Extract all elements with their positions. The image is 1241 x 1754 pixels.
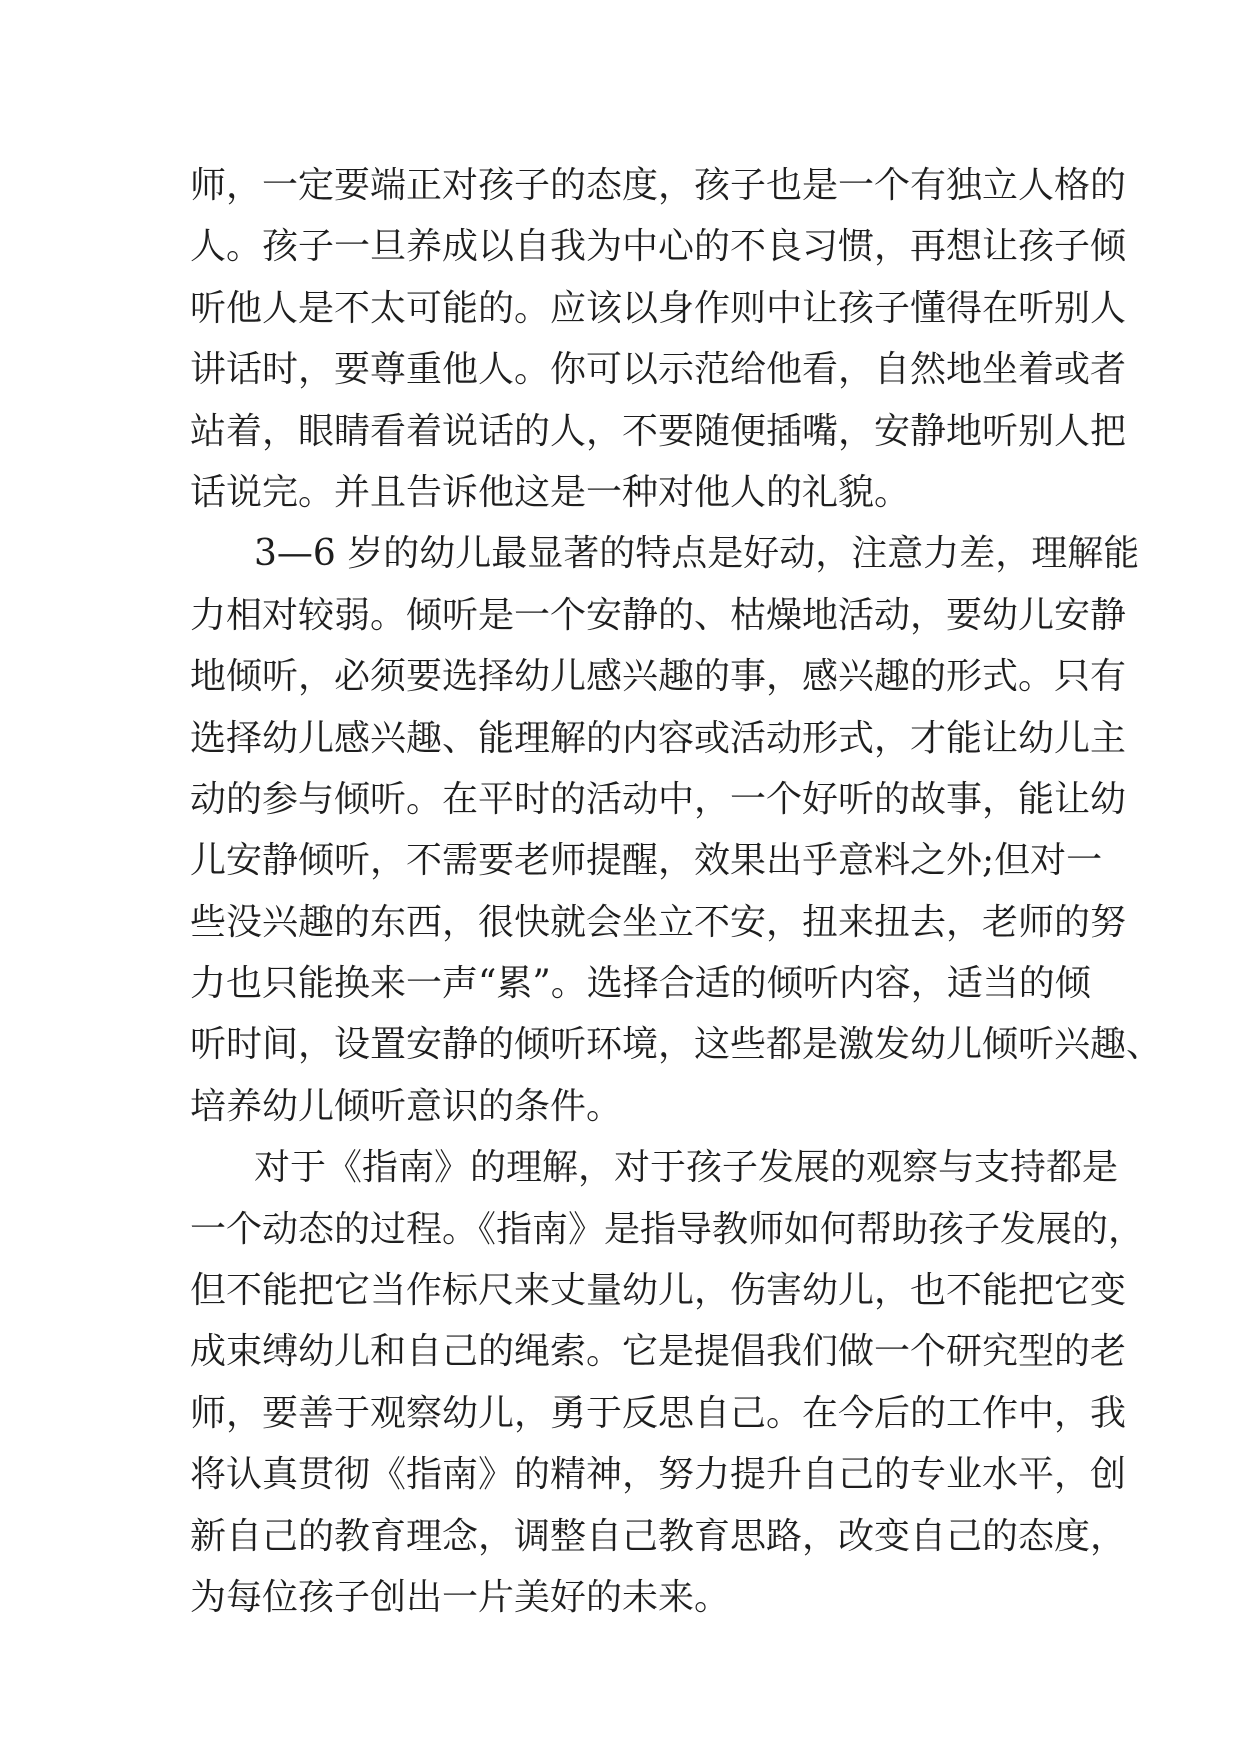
text-line: 力也只能换来一声“累”。选择合适的倾听内容，适当的倾 bbox=[190, 963, 1091, 1005]
paragraph bbox=[190, 523, 1163, 1137]
text-line: 力相对较弱。倾听是一个安静的、枯燥地活动，要幼儿安静 bbox=[190, 594, 1127, 636]
text-line: 听他人是不太可能的。应该以身作则中让孩子懂得在听别人 bbox=[190, 287, 1127, 329]
text-line: 些没兴趣的东西，很快就会坐立不安，扭来扭去，老师的努 bbox=[190, 901, 1127, 943]
text-line: 为每位孩子创出一片美好的未来。 bbox=[190, 1576, 731, 1618]
text-line: 一个动态的过程。《指南》是指导教师如何帮助孩子发展的， bbox=[190, 1208, 1145, 1250]
text-line: 但不能把它当作标尺来丈量幼儿，伤害幼儿，也不能把它变 bbox=[190, 1270, 1127, 1312]
text-line: 成束缚幼儿和自己的绳索。它是提倡我们做一个研究型的老 bbox=[190, 1331, 1127, 1373]
text-line: 讲话时，要尊重他人。你可以示范给他看，自然地坐着或者 bbox=[190, 349, 1127, 391]
text-line: 站着，眼睛看着说话的人，不要随便插嘴，安静地听别人把 bbox=[190, 410, 1127, 452]
paragraph bbox=[190, 1137, 1145, 1628]
body-text bbox=[190, 155, 1163, 1628]
text-line: 新自己的教育理念，调整自己教育思路，改变自己的态度， bbox=[190, 1515, 1127, 1557]
text-line: 师，要善于观察幼儿，勇于反思自己。在今后的工作中，我 bbox=[190, 1392, 1127, 1434]
text-line: 师，一定要端正对孩子的态度，孩子也是一个有独立人格的 bbox=[190, 165, 1127, 206]
paragraph bbox=[190, 155, 1127, 523]
text-line: 3—6 岁的幼儿最显著的特点是好动，注意力差，理解能 bbox=[254, 533, 1140, 575]
text-line: 人。孩子一旦养成以自我为中心的不良习惯，再想让孩子倾 bbox=[190, 226, 1127, 268]
text-line: 动的参与倾听。在平时的活动中，一个好听的故事，能让幼 bbox=[190, 778, 1127, 820]
text-line: 选择幼儿感兴趣、能理解的内容或活动形式，才能让幼儿主 bbox=[190, 717, 1127, 759]
text-line: 听时间，设置安静的倾听环境，这些都是激发幼儿倾听兴趣、 bbox=[190, 1024, 1163, 1066]
text-line: 话说完。并且告诉他这是一种对他人的礼貌。 bbox=[190, 471, 911, 513]
text-line: 地倾听，必须要选择幼儿感兴趣的事，感兴趣的形式。只有 bbox=[190, 656, 1127, 698]
text-line: 培养幼儿倾听意识的条件。 bbox=[190, 1085, 623, 1127]
text-line: 儿安静倾听，不需要老师提醒，效果出乎意料之外;但对一 bbox=[190, 840, 1103, 882]
text-line: 将认真贯彻《指南》的精神，努力提升自己的专业水平，创 bbox=[190, 1454, 1127, 1496]
text-line: 对于《指南》的理解，对于孩子发展的观察与支持都是 bbox=[254, 1147, 1119, 1189]
